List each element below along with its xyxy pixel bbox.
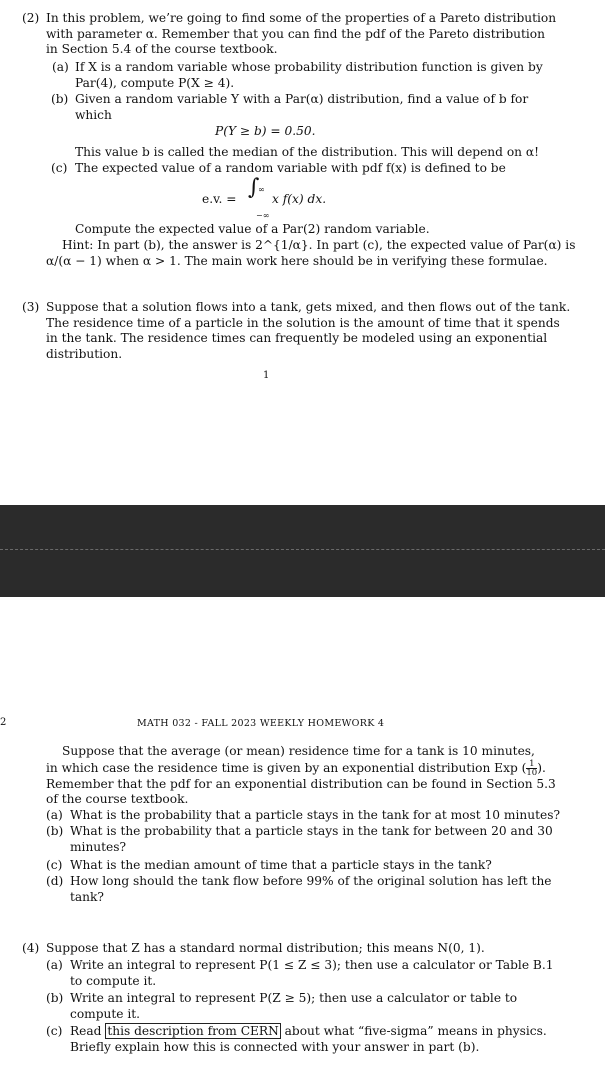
part-3a-text: What is the probability that a particle stays in the tank for at most 10 minutes?: [70, 808, 560, 822]
text-line: tank?: [70, 889, 104, 904]
page-number-1: 1: [263, 370, 270, 381]
text-line: Par(4), compute P(X ≥ 4).: [75, 75, 235, 90]
integrand: x f(x) dx.: [272, 192, 327, 206]
text-line: minutes?: [70, 839, 127, 854]
part-3d-text: [70, 874, 552, 905]
text-line: The residence time of a particle in the solution is the amount of time that it spends: [46, 315, 560, 330]
text-line: How long should the tank flow before 99% of the original solution has left the: [70, 874, 552, 888]
page-2: [0, 597, 605, 1075]
part-4b-label: (b): [46, 991, 64, 1005]
text-line: In this problem, we’re going to find some of the properties of a Pareto distribution: [46, 11, 557, 25]
text-line: α/(α − 1) when α > 1. The main work here should be in verifying these formulae.: [46, 253, 548, 268]
part-2a-text: [75, 60, 543, 91]
running-header: MATH 032 - FALL 2023 WEEKLY HOMEWORK 4: [137, 718, 385, 729]
problem-4-text: Suppose that Z has a standard normal distribution; this means N(0, 1).: [46, 941, 485, 955]
exp-parameter: ( $\frac{1}{10}$ ): [521, 758, 542, 778]
cern-link[interactable]: this description from CERN: [107, 1024, 279, 1038]
text-line: in the tank. The residence times can frequently be modeled using an exponential: [46, 331, 548, 346]
text-line: Hint: In part (b), the answer is 2^{1/α}. In part (c), the expected value of Par(α) is: [62, 238, 576, 252]
part-4c-label: (c): [46, 1024, 63, 1038]
problem-3-label: (3): [22, 300, 40, 314]
part-2a-label: (a): [52, 60, 69, 74]
text-line: of the course textbook.: [46, 792, 189, 807]
upper-limit: ∞: [258, 185, 265, 194]
text-line: with parameter α. Remember that you can find the pdf of the Pareto distribution: [46, 26, 545, 41]
text-line: which: [75, 107, 112, 122]
problem-4-label: (4): [22, 941, 40, 955]
part-3a-label: (a): [46, 808, 63, 822]
integral-sign: ∫: [248, 175, 260, 200]
text-line: If X is a random variable whose probability distribution function is given by: [75, 60, 543, 74]
text-line: compute it.: [70, 1006, 141, 1021]
text-line: Read this description from CERN about what “five-sigma” means in physics.: [70, 1024, 547, 1038]
problem-3-continued: [46, 744, 556, 808]
text-line: Suppose that a solution flows into a tank, gets mixed, and then flows out of the tank.: [46, 300, 571, 314]
text-line: in Section 5.4 of the course textbook.: [46, 42, 278, 57]
page-number-2: 2: [0, 717, 7, 728]
part-2c-text: The expected value of a random variable with pdf f(x) is defined to be: [75, 161, 506, 175]
problem-2-intro: [46, 11, 556, 58]
part-4a-text: [70, 958, 554, 989]
part-4c-text: [70, 1024, 547, 1055]
part-2b-label: (b): [51, 92, 69, 106]
text-line: distribution.: [46, 346, 123, 361]
part-2c-label: (c): [51, 161, 68, 175]
problem-2-label: (2): [22, 11, 40, 25]
text-line: Write an integral to represent P(Z ≥ 5); then use a calculator or table to: [70, 991, 518, 1005]
text-line: Suppose that the average (or mean) residence time for a tank is 10 minutes,: [62, 744, 535, 758]
median-equation: P(Y ≥ b) = 0.50.: [215, 124, 316, 138]
page-break-line: [0, 549, 605, 550]
text-line: Given a random variable Y with a Par(α) distribution, find a value of b for: [75, 92, 529, 106]
problem-3-text: [46, 300, 570, 362]
text-line: Write an integral to represent P(1 ≤ Z ≤ 3); then use a calculator or Table B.1: [70, 958, 554, 972]
hint-text: [46, 238, 575, 269]
lower-limit: −∞: [256, 211, 270, 220]
page-1: [0, 0, 605, 505]
part-3c-text: What is the median amount of time that a particle stays in the tank?: [70, 858, 492, 872]
text-line: Remember that the pdf for an exponential distribution can be found in Section 5.3: [46, 776, 556, 791]
text-line: Briefly explain how this is connected with your answer in part (b).: [70, 1039, 480, 1054]
median-note: This value b is called the median of the distribution. This will depend on α!: [75, 145, 540, 159]
part-3b-text: [70, 824, 553, 855]
part-3c-label: (c): [46, 858, 63, 872]
part-2b-text: [75, 92, 528, 123]
expected-value-integral: [202, 175, 362, 220]
part-4b-text: [70, 991, 517, 1022]
part-2c-compute: Compute the expected value of a Par(2) random variable.: [75, 222, 430, 236]
text-line: in which case the residence time is given by an exponential distribution Exp ( $\frac{1}{10}$ ).: [46, 758, 546, 778]
part-3b-label: (b): [46, 824, 64, 838]
part-3d-label: (d): [46, 874, 64, 888]
part-4a-label: (a): [46, 958, 63, 972]
text-line: What is the probability that a particle stays in the tank for between 20 and 30: [70, 824, 553, 838]
page-gap: [0, 505, 605, 597]
ev-lhs: e.v. =: [202, 192, 237, 206]
text-line: to compute it.: [70, 973, 157, 988]
